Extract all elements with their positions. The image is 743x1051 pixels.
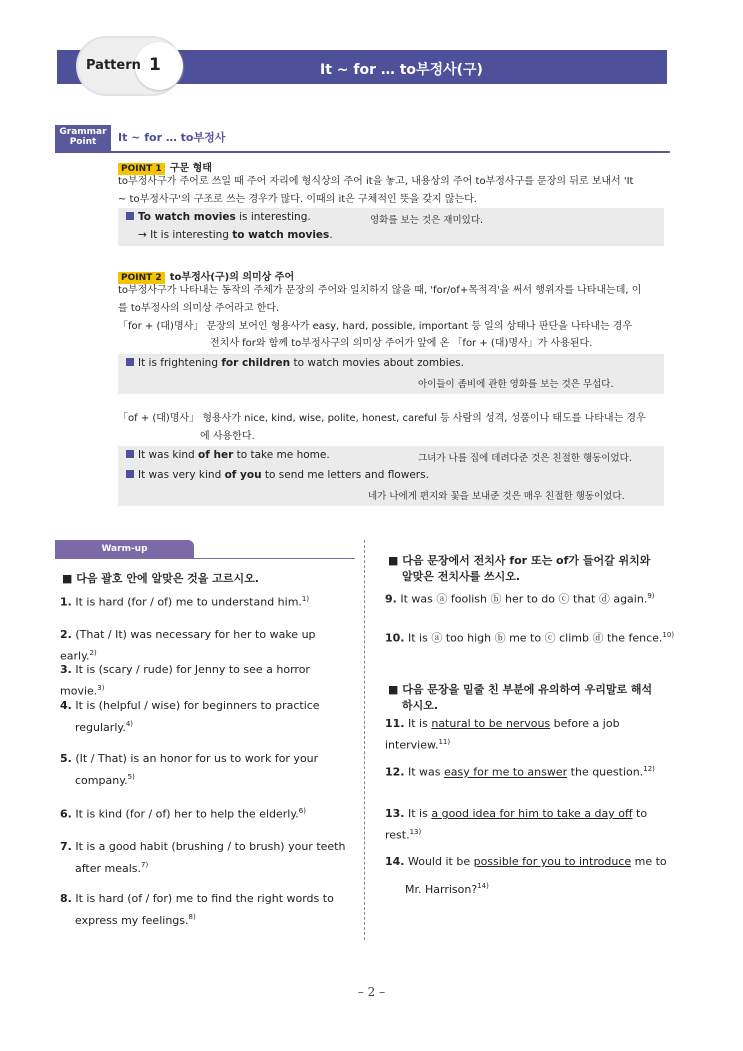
point2-label: POINT 2 bbox=[118, 272, 165, 284]
warmup-tab: Warm-up bbox=[55, 540, 194, 558]
question-13 bbox=[385, 805, 685, 845]
q10-number: 10. bbox=[385, 631, 405, 645]
grammar-divider bbox=[55, 151, 670, 153]
pattern-number: 1 bbox=[149, 55, 161, 75]
q9-footnote: 9) bbox=[647, 592, 655, 600]
point2-example1 bbox=[126, 357, 464, 369]
p2-ex3-korean: 네가 나에게 편지와 꽃을 보내준 것은 매우 친절한 행동이었다. bbox=[368, 491, 625, 502]
q1-number: 1. bbox=[60, 595, 72, 609]
q11-underlined: natural to be nervous bbox=[431, 717, 551, 730]
point1-text2: ~ to부정사구'의 구조로 쓰는 경우가 많다. 이때의 it은 구체적인 뜻을 갖지 않는다. bbox=[118, 194, 477, 205]
q1-text: It is hard (for / of) me to understand him. bbox=[75, 595, 302, 609]
point1-ex2-pre: → It is interesting bbox=[138, 229, 233, 241]
q8-footnote: 8) bbox=[188, 913, 196, 921]
p2-ex1-a: It is frightening bbox=[138, 357, 222, 369]
point2-text5: 「of + (대)명사」 형용사가 nice, kind, wise, polite, honest, careful 등 사람의 성격, 성품이나 태도를 나타내는 경우 bbox=[118, 413, 646, 424]
point2-heading: to부정사(구)의 의미상 주어 bbox=[169, 272, 295, 283]
inst1-line2: 알맞은 전치사를 쓰시오. bbox=[402, 570, 521, 583]
q10-footnote: 10) bbox=[662, 631, 675, 639]
question-10 bbox=[385, 626, 685, 648]
right-instruction1 bbox=[388, 553, 650, 585]
point2-example3 bbox=[126, 469, 429, 481]
question-2 bbox=[60, 626, 355, 666]
q14-a: Would it be bbox=[408, 855, 474, 868]
q3-number: 3. bbox=[60, 663, 72, 676]
right-instruction2 bbox=[388, 682, 652, 714]
question-7 bbox=[60, 838, 355, 878]
q11-b: before a job interview. bbox=[385, 717, 620, 752]
q5-footnote: 5) bbox=[127, 773, 135, 781]
q4-footnote: 4) bbox=[125, 720, 134, 728]
warmup-underline bbox=[55, 558, 355, 559]
q14-footnote: 14) bbox=[477, 882, 489, 890]
q12-number: 12. bbox=[385, 765, 405, 779]
q13-number: 13. bbox=[385, 807, 405, 820]
grammar-point-tab bbox=[55, 125, 111, 152]
question-8 bbox=[60, 890, 355, 930]
bullet-square-icon bbox=[126, 450, 134, 458]
p2-ex3-a: It was very kind bbox=[138, 469, 225, 481]
q12-footnote: 12) bbox=[643, 765, 655, 773]
inst2-line1: ■ 다음 문장을 밑줄 친 부분에 유의하여 우리말로 해석 bbox=[388, 683, 653, 696]
grammar-tab-line1: Grammar bbox=[59, 127, 107, 137]
point1-text1: to부정사구가 주어로 쓰일 때 주어 자리에 형식상의 주어 it을 놓고, 내용상의 주어 to부정사구를 문장의 뒤로 보내서 'It bbox=[118, 176, 634, 187]
q4-text1: It is (helpful / wise) for beginners to practice bbox=[75, 699, 320, 712]
point2-text1: to부정사구가 나타내는 동작의 주체가 문장의 주어와 일치하지 않을 때, 'for/of+목적격'을 써서 행위자를 나타내는데, 이 bbox=[118, 285, 642, 296]
q10-text: It is ⓐ too high ⓑ me to ⓒ climb ⓓ the fence. bbox=[408, 631, 663, 645]
q11-footnote: 11) bbox=[438, 738, 451, 746]
inst1-line1: ■ 다음 문장에서 전치사 for 또는 of가 들어갈 위치와 bbox=[388, 554, 651, 567]
q2-footnote: 2) bbox=[89, 649, 97, 657]
p2-ex3-b: of you bbox=[224, 469, 262, 481]
point2-text3: 「for + (대)명사」 문장의 보어인 형용사가 easy, hard, possible, important 등 일의 상태나 판단을 나타내는 경우 bbox=[118, 321, 633, 332]
grammar-tab-line2: Point bbox=[69, 137, 97, 147]
p2-ex1-korean: 아이들이 좀비에 관한 영화를 보는 것은 무섭다. bbox=[418, 379, 614, 390]
inst2-line2: 하시오. bbox=[402, 699, 439, 712]
q13-footnote: 13) bbox=[409, 828, 422, 836]
q4-number: 4. bbox=[60, 699, 72, 712]
p2-ex2-b: of her bbox=[198, 449, 234, 461]
q11-number: 11. bbox=[385, 717, 405, 730]
q8-text2: express my feelings. bbox=[75, 913, 189, 927]
bullet-square-icon bbox=[126, 470, 134, 478]
point1-ex2-bold: to watch movies bbox=[232, 229, 330, 241]
q1-footnote: 1) bbox=[301, 595, 310, 603]
question-9 bbox=[385, 587, 685, 609]
p2-ex1-c: to watch movies about zombies. bbox=[290, 357, 464, 369]
point1-example bbox=[126, 211, 311, 223]
q14-underlined: possible for you to introduce bbox=[473, 855, 632, 868]
q8-number: 8. bbox=[60, 892, 72, 905]
point2-text2: 를 to부정사의 의미상 주어라고 한다. bbox=[118, 303, 280, 314]
q14-b: me to bbox=[631, 855, 667, 868]
point2-text6: 에 사용한다. bbox=[200, 431, 255, 442]
q11-a: It is bbox=[408, 717, 432, 730]
q14-c: Mr. Harrison? bbox=[405, 882, 478, 896]
q3-footnote: 3) bbox=[97, 684, 105, 692]
point1-heading: 구문 형태 bbox=[169, 163, 212, 174]
q5-text1: (It / That) is an honor for us to work for your bbox=[75, 752, 319, 765]
warmup-instruction: ■ 다음 괄호 안에 알맞은 것을 고르시오. bbox=[62, 572, 259, 585]
question-5 bbox=[60, 750, 355, 790]
q5-text2: company. bbox=[75, 773, 128, 787]
p2-ex2-korean: 그녀가 나를 집에 데려다준 것은 친절한 행동이었다. bbox=[418, 453, 632, 464]
q7-text2: after meals. bbox=[75, 861, 142, 875]
q6-text: It is kind (for / of) her to help the elderly. bbox=[75, 807, 299, 821]
point1-label: POINT 1 bbox=[118, 163, 165, 175]
q6-footnote: 6) bbox=[298, 807, 306, 815]
point1-example2 bbox=[138, 229, 333, 241]
point1-ex-bold: To watch movies bbox=[138, 211, 236, 223]
q8-text1: It is hard (of / for) me to find the right words to bbox=[75, 892, 334, 905]
q12-b: the question. bbox=[567, 765, 644, 779]
q2-number: 2. bbox=[60, 628, 72, 641]
point1-ex-rest: is interesting. bbox=[235, 211, 311, 223]
question-1 bbox=[60, 590, 355, 612]
q9-number: 9. bbox=[385, 592, 397, 606]
q4-text2: regularly. bbox=[75, 720, 126, 734]
q7-text1: It is a good habit (brushing / to brush) your teeth bbox=[75, 840, 346, 853]
question-3 bbox=[60, 661, 355, 701]
q7-footnote: 7) bbox=[141, 861, 149, 869]
page-number: – 2 – bbox=[357, 985, 386, 999]
q13-b: to rest. bbox=[385, 807, 648, 842]
q13-underlined: a good idea for him to take a day off bbox=[431, 807, 633, 820]
question-12 bbox=[385, 760, 685, 782]
p2-ex1-b: for children bbox=[221, 357, 291, 369]
point2-example2 bbox=[126, 449, 330, 461]
q13-a: It is bbox=[408, 807, 432, 820]
q12-underlined: easy for me to answer bbox=[444, 765, 568, 779]
p2-ex2-a: It was kind bbox=[138, 449, 199, 461]
column-divider bbox=[364, 540, 365, 940]
q5-number: 5. bbox=[60, 752, 72, 765]
p2-ex2-c: to take me home. bbox=[233, 449, 330, 461]
q2-text: (That / It) was necessary for her to wake up early. bbox=[60, 628, 316, 663]
grammar-title: It ~ for … to부정사 bbox=[118, 131, 226, 144]
bullet-square-icon bbox=[126, 358, 134, 366]
point1-ex-korean: 영화를 보는 것은 재미있다. bbox=[370, 215, 484, 226]
q3-text: It is (scary / rude) for Jenny to see a horror movie. bbox=[60, 663, 310, 698]
q6-number: 6. bbox=[60, 807, 72, 821]
pattern-label: Pattern bbox=[86, 58, 141, 73]
question-11 bbox=[385, 715, 685, 755]
point2-text4: 전치사 for와 함께 to부정사구의 의미상 주어가 앞에 온 「for + (대)명사」가 사용된다. bbox=[210, 338, 593, 349]
q7-number: 7. bbox=[60, 840, 72, 853]
question-14 bbox=[385, 850, 685, 902]
bullet-square-icon bbox=[126, 212, 134, 220]
q12-a: It was bbox=[408, 765, 445, 779]
p2-ex3-c: to send me letters and flowers. bbox=[261, 469, 429, 481]
page-title: It ~ for … to부정사(구) bbox=[320, 62, 483, 78]
point1-ex2-post: . bbox=[329, 229, 333, 241]
q14-number: 14. bbox=[385, 855, 405, 868]
q9-text: It was ⓐ foolish ⓑ her to do ⓒ that ⓓ again. bbox=[400, 592, 648, 606]
question-4 bbox=[60, 697, 355, 737]
question-6 bbox=[60, 802, 355, 824]
